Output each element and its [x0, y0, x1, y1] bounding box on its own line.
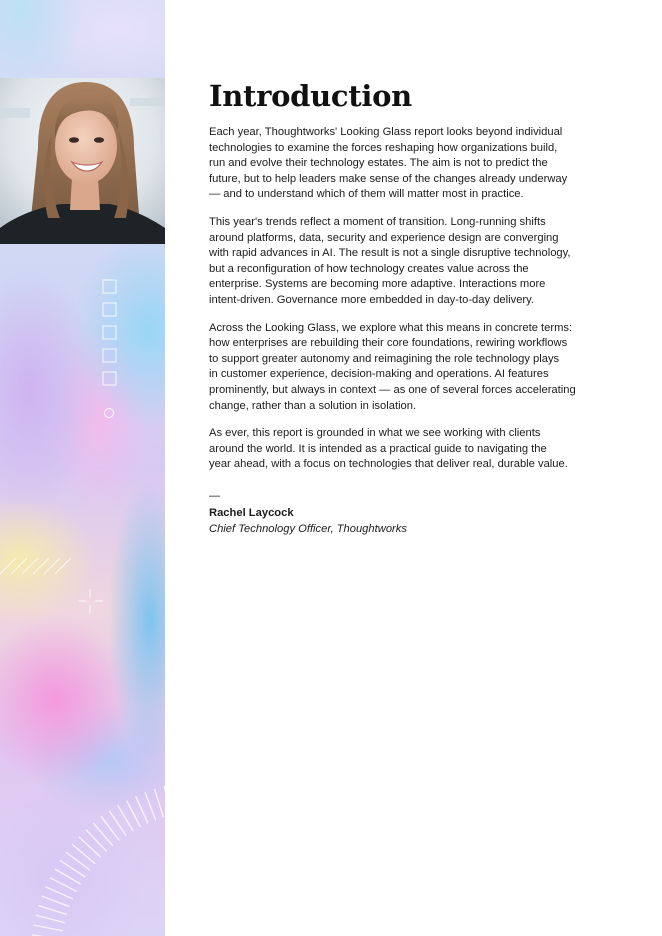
portrait-photo [0, 78, 165, 244]
paragraph-2: This year's trends reflect a moment of transition. Long-running shifts around platforms, data, security and experience design are converging with rapid advances in AI. The result is not a single disruptive technology, but a reconfiguration of how technology creates value across the enterprise. Systems are becoming more adaptive. Interactions more intent-driven. Governance more embedded in day-to-day delivery. [209, 215, 571, 306]
circle-outline-icon [105, 409, 114, 418]
crosshair-icon [78, 589, 103, 613]
diagonal-lines-icon [0, 558, 71, 574]
signature-name: Rachel Laycock [209, 506, 294, 519]
page-title: Introduction [209, 79, 412, 113]
iridescent-side-panel [0, 0, 165, 936]
paragraph-3: Across the Looking Glass, we explore what this means in concrete terms: how enterprises are rebuilding their core foundations, rewiring workflows to support greater autonomy and reimagining the role technology plays in customer experience, decision-making and operations. AI features prominently, but always in context — as one of several forces accelerating change, rather than a solution in isolation. [209, 321, 576, 412]
introduction-section [209, 78, 609, 537]
radial-ticks-icon [32, 782, 165, 936]
paragraph-4: As ever, this report is grounded in what we see working with clients around the world. It is intended as a practical guide to navigating the year ahead, with a focus on technologies that deliver real, durable value. [209, 427, 568, 471]
signature-title: Chief Technology Officer, Thoughtworks [209, 522, 407, 535]
paragraph-1: Each year, Thoughtworks' Looking Glass report looks beyond individual technologies to examine the forces reshaping how organizations build, run and evolve their technology estates. The aim is not to predict the future, but to help leaders make sense of the changes already underway — and to understand which of them will matter most in practice. [209, 126, 568, 201]
square-outline-icon [103, 280, 116, 385]
signature-dash: — [209, 489, 221, 502]
